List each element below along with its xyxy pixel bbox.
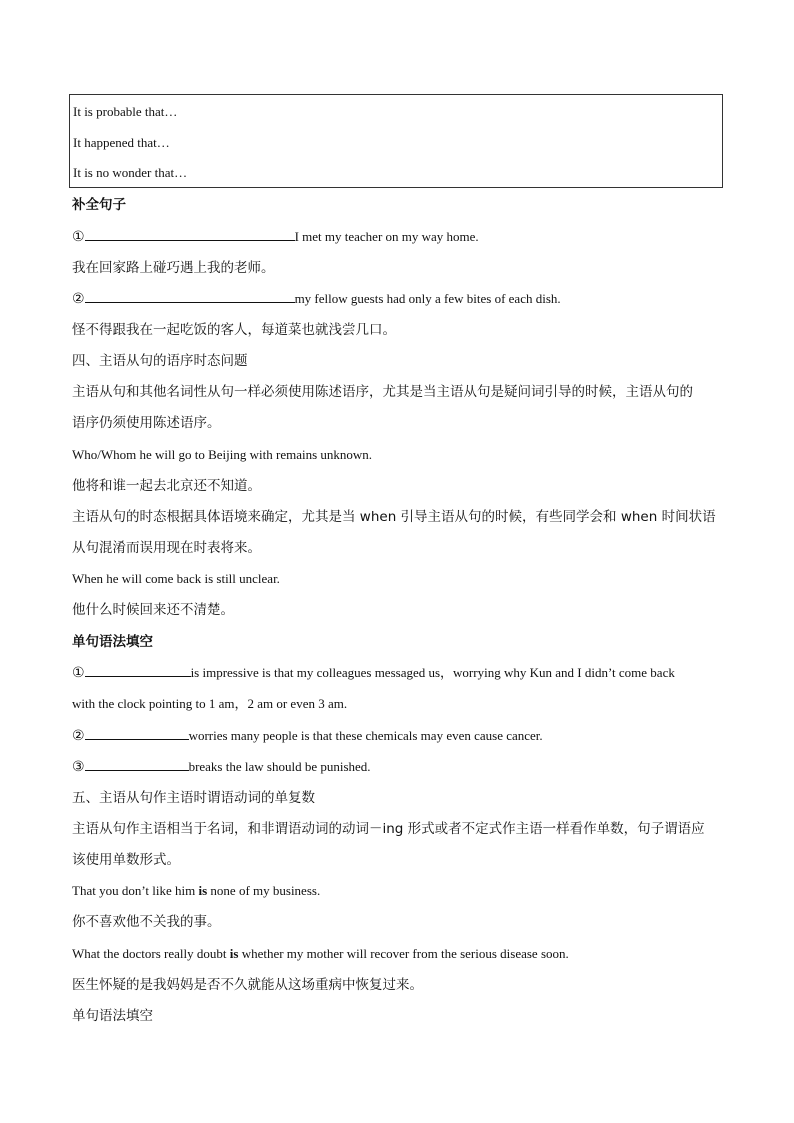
item-text: worries many people is that these chemicals may even cause cancer. [188, 728, 543, 743]
example-sentence [72, 944, 569, 964]
item-text: my fellow guests had only a few bites of each dish. [294, 291, 561, 306]
paragraph-line: 从句混淆而误用现在时表将来。 [72, 540, 261, 556]
exercise-item [72, 757, 371, 777]
example-sentence: When he will come back is still unclear. [72, 571, 280, 586]
example-verb: is [229, 946, 239, 961]
answer-blank[interactable] [85, 289, 295, 303]
exercise-heading: 单句语法填空 [72, 1008, 153, 1024]
section-heading: 四、主语从句的语序时态问题 [72, 353, 248, 369]
exercise-heading: 单句语法填空 [72, 634, 153, 650]
translation: 他什么时候回来还不清楚。 [72, 602, 234, 618]
translation: 怪不得跟我在一起吃饭的客人，每道菜也就浅尝几口。 [72, 322, 396, 338]
item-number: ② [72, 291, 85, 307]
phrase-box [69, 94, 723, 188]
exercise-item [72, 289, 561, 309]
translation: 医生怀疑的是我妈妈是否不久就能从这场重病中恢复过来。 [72, 977, 423, 993]
exercise-item [72, 726, 543, 746]
answer-blank[interactable] [85, 663, 191, 677]
item-number: ③ [72, 759, 85, 775]
item-number: ① [72, 229, 85, 245]
translation: 他将和谁一起去北京还不知道。 [72, 478, 261, 494]
item-text: is impressive is that my colleagues messaged us，worrying why Kun and I didn’t come back [190, 665, 675, 680]
example-sentence [72, 881, 320, 901]
phrase-line: It is probable that… [73, 104, 178, 119]
paragraph-line: 主语从句的时态根据具体语境来确定，尤其是当 when 引导主语从句的时候，有些同学会和 when 时间状语 [72, 509, 716, 525]
section-heading: 补全句子 [72, 197, 126, 213]
answer-blank[interactable] [85, 757, 189, 771]
paragraph-line: 该使用单数形式。 [72, 852, 180, 868]
example-text: none of my business. [207, 883, 321, 898]
translation: 你不喜欢他不关我的事。 [72, 914, 221, 930]
example-verb: is [198, 883, 208, 898]
example-text: What the doctors really doubt [72, 946, 230, 961]
item-continuation: with the clock pointing to 1 am，2 am or even 3 am. [72, 696, 348, 711]
example-text: whether my mother will recover from the serious disease soon. [238, 946, 569, 961]
phrase-line: It happened that… [73, 135, 170, 150]
translation: 我在回家路上碰巧遇上我的老师。 [72, 260, 275, 276]
exercise-item [72, 663, 675, 683]
paragraph-line: 主语从句作主语相当于名词，和非谓语动词的动词－ing 形式或者不定式作主语一样看作单数，句子谓语应 [72, 821, 705, 837]
example-sentence: Who/Whom he will go to Beijing with remains unknown. [72, 447, 373, 462]
answer-blank[interactable] [85, 726, 189, 740]
item-number: ② [72, 728, 85, 744]
phrase-line: It is no wonder that… [73, 165, 188, 180]
paragraph-line: 语序仍须使用陈述语序。 [72, 415, 221, 431]
section-heading: 五、主语从句作主语时谓语动词的单复数 [72, 790, 315, 806]
exercise-item [72, 227, 479, 247]
example-text: That you don’t like him [72, 883, 199, 898]
answer-blank[interactable] [85, 227, 295, 241]
item-text: breaks the law should be punished. [188, 759, 371, 774]
item-text: I met my teacher on my way home. [294, 229, 479, 244]
item-number: ① [72, 665, 85, 681]
paragraph-line: 主语从句和其他名词性从句一样必须使用陈述语序，尤其是当主语从句是疑问词引导的时候，主语从句的 [72, 384, 693, 400]
